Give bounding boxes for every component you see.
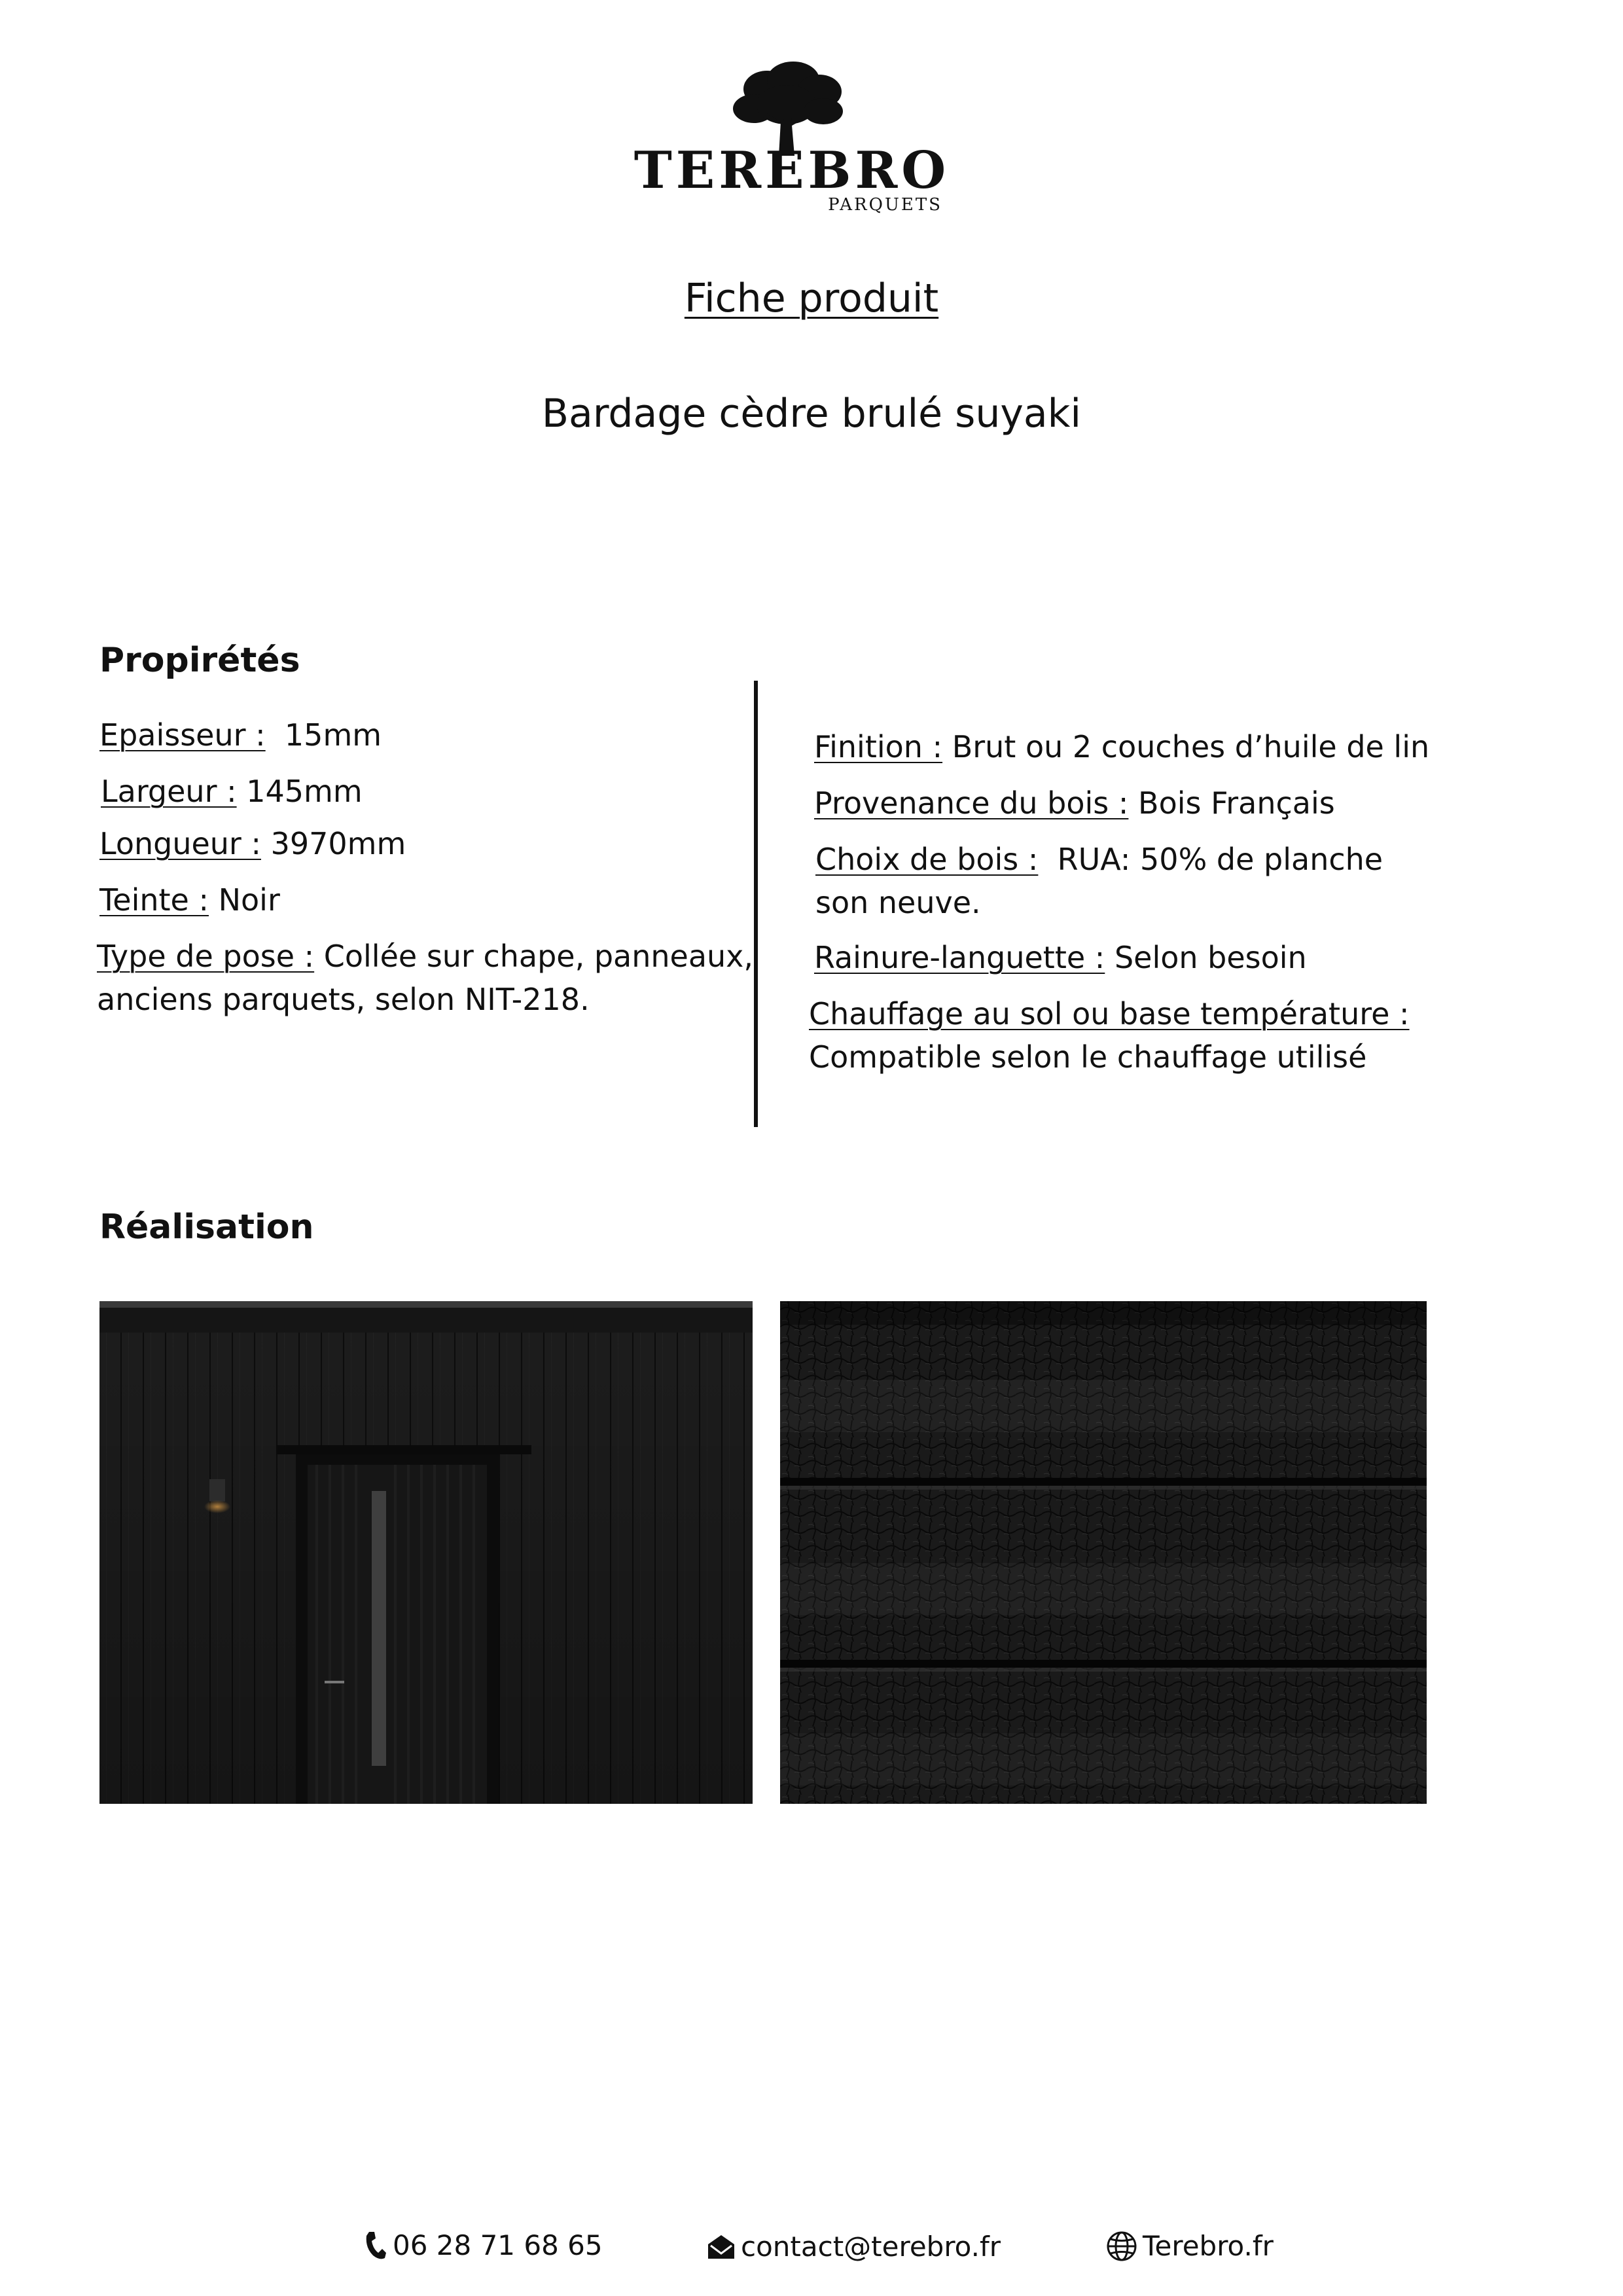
document-title: Fiche produit	[684, 276, 939, 321]
property-longueur	[99, 822, 406, 865]
property-value: 15mm	[284, 717, 382, 753]
property-value: Compatible selon le chauffage utilisé	[809, 1039, 1367, 1075]
property-label: Chauffage au sol ou base température :	[809, 996, 1410, 1031]
email-address: contact@terebro.fr	[741, 2231, 1001, 2263]
property-label: Largeur :	[101, 774, 237, 809]
property-value: Selon besoin	[1114, 940, 1307, 975]
footer-email[interactable]	[707, 2233, 1001, 2261]
brand-name: TEREBRO	[633, 141, 950, 200]
envelope-icon	[707, 2234, 736, 2260]
property-value: Collée sur chape, panneaux,	[323, 939, 754, 974]
realisation-heading: Réalisation	[99, 1208, 314, 1247]
property-value: RUA: 50% de planche	[1057, 842, 1383, 877]
globe-icon	[1106, 2231, 1137, 2262]
property-label: Longueur :	[99, 826, 261, 861]
property-chauffage	[809, 992, 1410, 1079]
properties-heading: Propirétés	[99, 641, 300, 680]
property-type-de-pose	[97, 935, 753, 1021]
property-value: 145mm	[246, 774, 363, 809]
property-largeur	[101, 770, 363, 813]
property-value: 3970mm	[270, 826, 406, 861]
property-rainure-languette	[814, 936, 1307, 979]
property-label: Finition :	[814, 729, 943, 764]
property-value: Noir	[218, 882, 280, 918]
property-label: Choix de bois :	[815, 842, 1039, 877]
property-label: Provenance du bois :	[814, 785, 1129, 821]
footer-phone[interactable]	[364, 2231, 603, 2261]
property-value: Brut ou 2 couches d’huile de lin	[952, 729, 1430, 764]
property-value: Bois Français	[1138, 785, 1335, 821]
facade-photo	[99, 1301, 753, 1804]
website-url: Terebro.fr	[1143, 2230, 1274, 2262]
property-choix-de-bois	[815, 838, 1383, 924]
property-provenance	[814, 781, 1335, 825]
property-teinte	[99, 878, 280, 922]
column-divider	[754, 681, 758, 1127]
property-finition	[814, 725, 1429, 768]
property-label: Epaisseur :	[99, 717, 266, 753]
property-epaisseur	[99, 713, 382, 757]
phone-number: 06 28 71 68 65	[393, 2229, 603, 2261]
property-label: Rainure-languette :	[814, 940, 1105, 975]
brand-subtitle: PARQUETS	[828, 195, 942, 215]
property-label: Type de pose :	[97, 939, 315, 974]
property-value-continued: anciens parquets, selon NIT-218.	[97, 982, 590, 1017]
footer-website[interactable]	[1106, 2231, 1274, 2262]
property-label: Teinte :	[99, 882, 209, 918]
charred-wood-texture-photo	[780, 1301, 1427, 1804]
product-name: Bardage cèdre brulé suyaki	[541, 391, 1082, 437]
property-value-continued: son neuve.	[815, 885, 981, 920]
phone-icon	[364, 2231, 387, 2261]
